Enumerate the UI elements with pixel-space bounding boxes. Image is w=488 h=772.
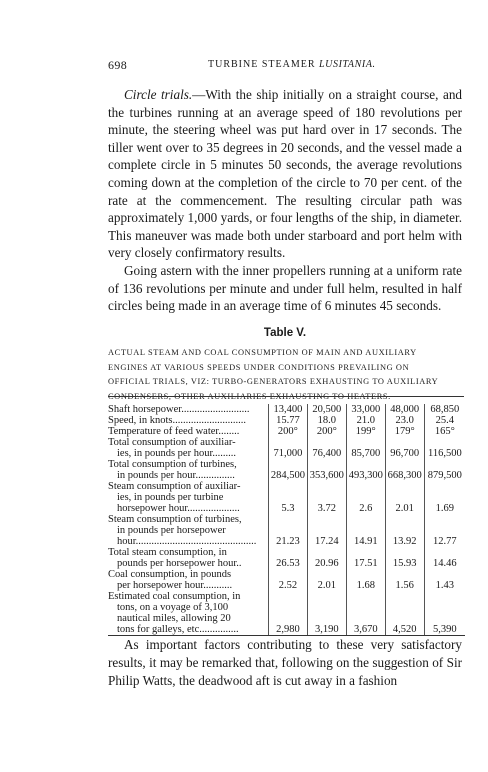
row-label-line: Steam consumption of auxiliar- <box>108 481 241 492</box>
cell-value: 2.01 <box>385 481 424 514</box>
astern-paragraph: Going astern with the inner propellers running at a uniform rate of 136 revolutions per minute and under full helm, resulted in half circles being made in an average time of 6 minutes 45 seconds. <box>108 262 462 314</box>
cell-value: 3.72 <box>307 481 346 514</box>
cell-value: 17.24 <box>307 514 346 547</box>
caption-line: ENGINES AT VARIOUS SPEEDS UNDER CONDITIONS PREVAILING ON <box>108 362 410 372</box>
cell-value: 20,500 <box>307 404 346 415</box>
cell-value: 879,500 <box>424 459 465 481</box>
running-title-ship: LUSITANIA. <box>319 59 376 70</box>
cell-value: 116,500 <box>424 437 465 459</box>
cell-value: 200° <box>307 426 346 437</box>
cell-value: 2.6 <box>346 481 385 514</box>
table-row <box>108 459 465 481</box>
cell-value: 3,190 <box>307 591 346 636</box>
cell-value: 17.51 <box>346 547 385 569</box>
cell-value: 165° <box>424 426 465 437</box>
cell-value: 25.4 <box>424 415 465 426</box>
row-label-line: ies, in pounds per hour......... <box>117 448 236 459</box>
cell-value: 20.96 <box>307 547 346 569</box>
row-label-line: Coal consumption, in pounds <box>108 569 232 580</box>
cell-value: 199° <box>346 426 385 437</box>
row-label <box>108 404 268 415</box>
cell-value: 2.01 <box>307 569 346 591</box>
circle-trials-heading: Circle trials. <box>124 87 193 102</box>
row-label-line: Temperature of feed water........ <box>108 426 240 437</box>
caption-line: ACTUAL STEAM AND COAL CONSUMPTION OF MAIN AND AUXILIARY <box>108 348 417 357</box>
row-label-line: nautical miles, allowing 20 <box>117 613 231 624</box>
cell-value: 14.46 <box>424 547 465 569</box>
table-row <box>108 426 465 437</box>
running-title-prefix: TURBINE STEAMER <box>208 59 316 70</box>
row-label-line: tons for galleys, etc............... <box>117 624 239 635</box>
cell-value: 179° <box>385 426 424 437</box>
row-label <box>108 437 268 459</box>
table-row <box>108 547 465 569</box>
cell-value: 33,000 <box>346 404 385 415</box>
table-row <box>108 514 465 547</box>
row-label <box>108 481 268 514</box>
row-label-line: Total consumption of turbines, <box>108 459 237 470</box>
cell-value: 96,700 <box>385 437 424 459</box>
page-number: 698 <box>108 58 128 72</box>
row-label <box>108 415 268 426</box>
row-label-line: horsepower hour.................... <box>117 503 240 514</box>
cell-value: 668,300 <box>385 459 424 481</box>
circle-trials-text: —With the ship initially on a straight course, and the turbines running at an average speed of 180 revolutions per minute, the steering wheel was put hard over in 17 seconds. The tiller went over to 35 degrees in 20 seconds, and the vessel made a complete circle in 5 minutes 50 seconds, the average revolutions coming down at the completion of the circle to 70 per cent. of the rate at the commencement. The resulting circular path was approximately 1,000 yards, or four lengths of the ship, in diameter. This maneuver was made both under starboard and port helm with very closely confirmatory results. <box>108 87 463 261</box>
closing-text <box>108 636 462 689</box>
cell-value: 1.68 <box>346 569 385 591</box>
cell-value: 21.0 <box>346 415 385 426</box>
cell-value: 4,520 <box>385 591 424 636</box>
row-label-line: in pounds per horsepower <box>117 525 226 536</box>
cell-value: 68,850 <box>424 404 465 415</box>
cell-value: 2.52 <box>268 569 307 591</box>
cell-value: 5,390 <box>424 591 465 636</box>
cell-value: 15.93 <box>385 547 424 569</box>
row-label <box>108 569 268 591</box>
cell-value: 353,600 <box>307 459 346 481</box>
table-label: Table V. <box>263 327 307 339</box>
cell-value: 13,400 <box>268 404 307 415</box>
table-body <box>108 404 465 636</box>
cell-value: 284,500 <box>268 459 307 481</box>
row-label <box>108 591 268 636</box>
row-label <box>108 426 268 437</box>
table-top-rule <box>108 396 464 397</box>
cell-value: 1.69 <box>424 481 465 514</box>
cell-value: 13.92 <box>385 514 424 547</box>
cell-value: 12.77 <box>424 514 465 547</box>
table-row <box>108 569 465 591</box>
row-label <box>108 514 268 547</box>
cell-value: 1.56 <box>385 569 424 591</box>
row-label-line: Total steam consumption, in <box>108 547 227 558</box>
cell-value: 23.0 <box>385 415 424 426</box>
row-label-line: Total consumption of auxiliar- <box>108 437 236 448</box>
row-label-line: Shaft horsepower.......................... <box>108 404 250 415</box>
cell-value: 71,000 <box>268 437 307 459</box>
row-label-line: hour.............................................. <box>117 536 257 547</box>
row-label <box>108 459 268 481</box>
running-title <box>208 59 376 70</box>
cell-value: 76,400 <box>307 437 346 459</box>
cell-value: 15.77 <box>268 415 307 426</box>
cell-value: 1.43 <box>424 569 465 591</box>
circle-trials-paragraph <box>108 86 462 262</box>
body-text <box>108 86 462 315</box>
cell-value: 200° <box>268 426 307 437</box>
row-label-line: Speed, in knots............................ <box>108 415 246 426</box>
cell-value: 3,670 <box>346 591 385 636</box>
closing-paragraph: As important factors contributing to these very satisfactory results, it may be remarked that, following on the suggestion of Sir Philip Watts, the deadwood aft is cut away in a fashion <box>108 637 462 688</box>
caption-line: OFFICIAL TRIALS, VIZ: TURBO-GENERATORS EXHAUSTING TO AUXILIARY <box>108 377 439 386</box>
cell-value: 2,980 <box>268 591 307 636</box>
cell-value: 48,000 <box>385 404 424 415</box>
cell-value: 85,700 <box>346 437 385 459</box>
table-row <box>108 591 465 636</box>
running-head <box>108 58 463 74</box>
table-row <box>108 437 465 459</box>
row-label-line: in pounds per hour............... <box>117 470 235 481</box>
row-label-line: tons, on a voyage of 3,100 <box>117 602 229 613</box>
row-label-line: pounds per horsepower hour.. <box>117 558 242 569</box>
cell-value: 21.23 <box>268 514 307 547</box>
table-row <box>108 481 465 514</box>
row-label-line: ies, in pounds per turbine <box>117 492 224 503</box>
table-row <box>108 415 465 426</box>
caption-line: CONDENSERS, OTHER AUXILIARIES EXHAUSTING TO HEATERS. <box>108 391 391 401</box>
consumption-table <box>108 404 465 636</box>
cell-value: 14.91 <box>346 514 385 547</box>
row-label <box>108 547 268 569</box>
cell-value: 5.3 <box>268 481 307 514</box>
cell-value: 493,300 <box>346 459 385 481</box>
cell-value: 18.0 <box>307 415 346 426</box>
table-row <box>108 404 465 415</box>
row-label-line: Estimated coal consumption, in <box>108 591 241 602</box>
row-label-line: per horsepower hour........... <box>117 580 233 591</box>
cell-value: 26.53 <box>268 547 307 569</box>
row-label-line: Steam consumption of turbines, <box>108 514 242 525</box>
